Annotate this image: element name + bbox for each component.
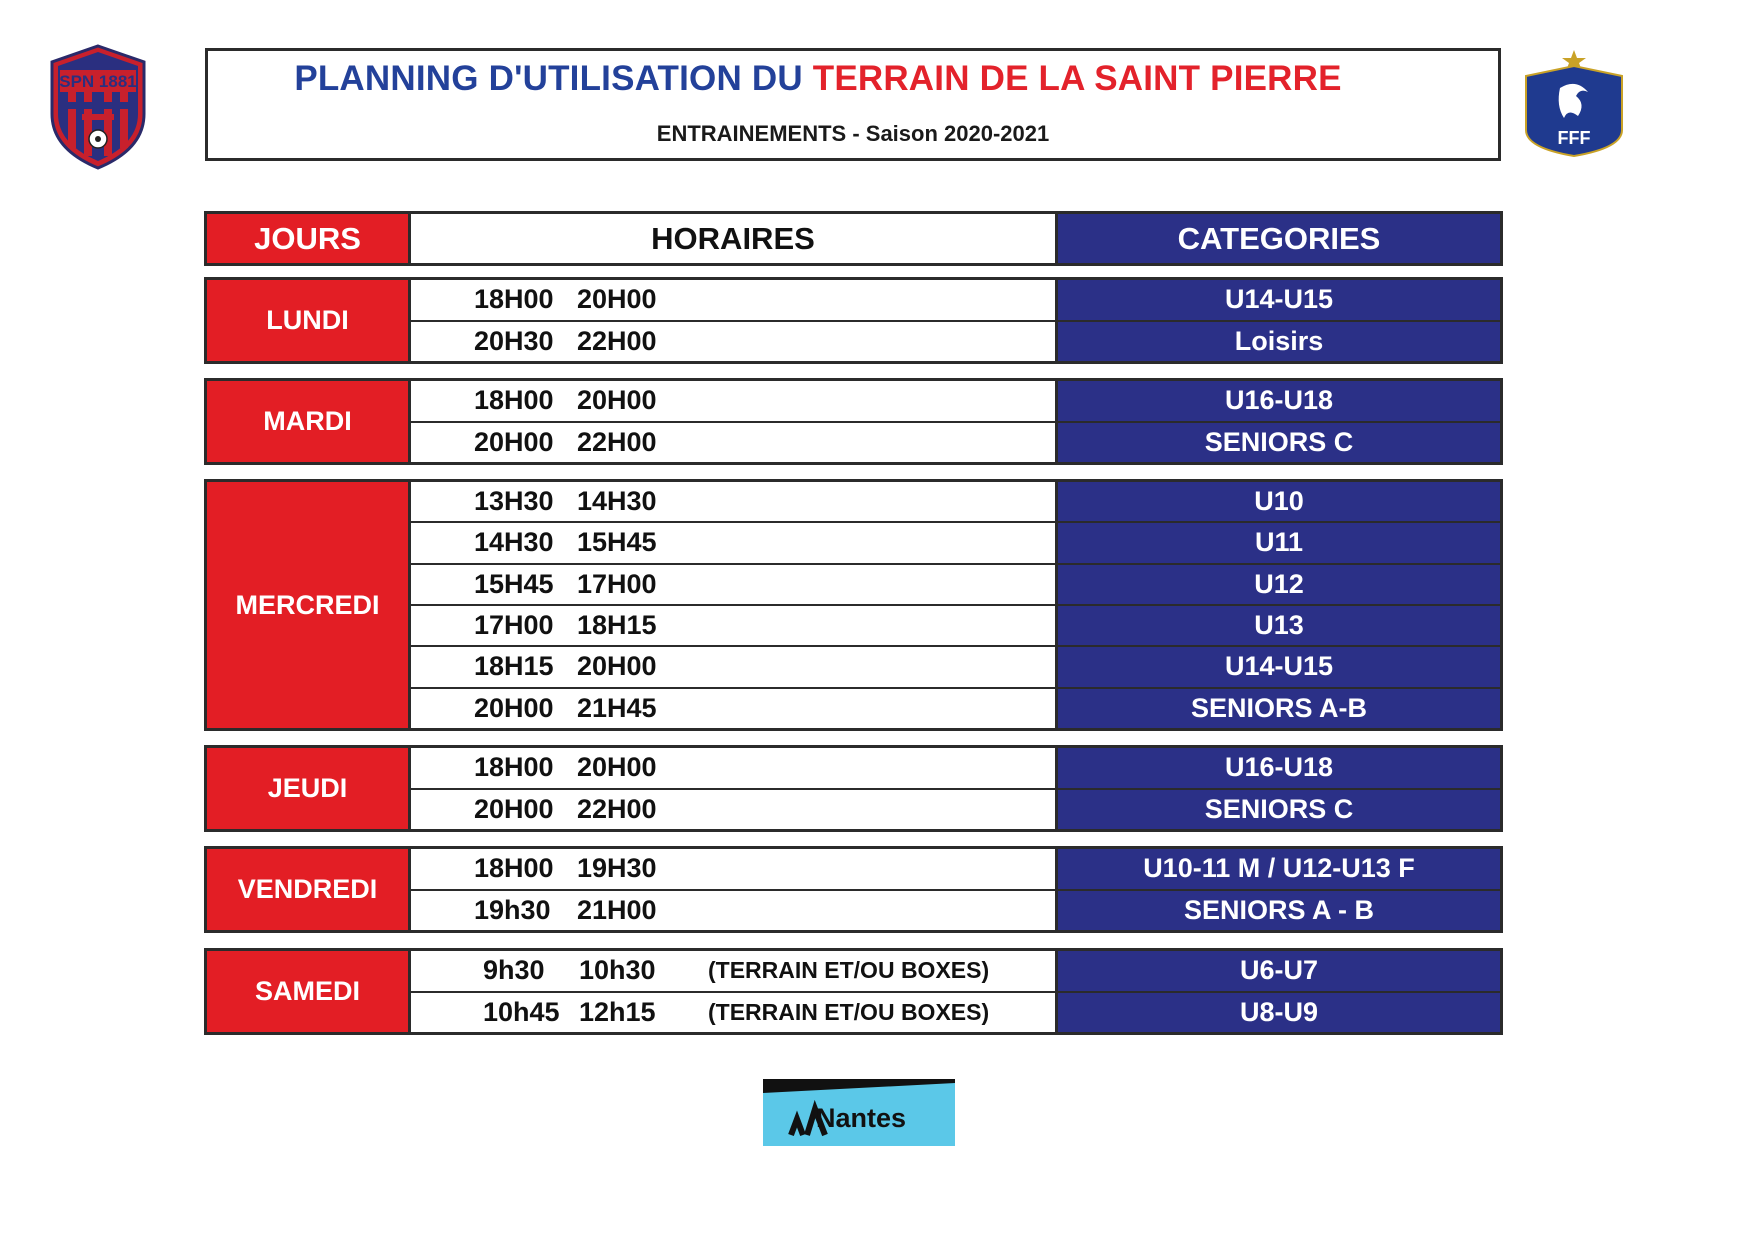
end-time: 20H00 [577, 752, 657, 783]
category: SENIORS C [1058, 423, 1500, 463]
start-time: 17H00 [474, 610, 554, 641]
schedule-row [411, 482, 1500, 523]
start-time: 10h45 [483, 996, 560, 1027]
end-time: 17H00 [577, 568, 657, 599]
schedule-row [411, 322, 1500, 362]
schedule-row [411, 748, 1500, 790]
ville-de-nantes-logo [763, 1079, 955, 1146]
category: SENIORS A-B [1058, 689, 1500, 728]
schedule-row [411, 790, 1500, 830]
fff-logo [1520, 48, 1628, 158]
start-time: 9h30 [483, 955, 545, 986]
end-time: 20H00 [577, 651, 657, 682]
end-time: 22H00 [577, 325, 657, 356]
schedule-row [411, 689, 1500, 728]
start-time: 20H30 [474, 325, 554, 356]
day-name: MARDI [207, 381, 411, 462]
svg-text:FFF: FFF [1557, 128, 1591, 148]
category: SENIORS A - B [1058, 891, 1500, 931]
club-logo [48, 44, 148, 170]
header-jours: JOURS [207, 214, 411, 263]
category: U14-U15 [1058, 280, 1500, 320]
title-part-red: TERRAIN DE LA SAINT PIERRE [812, 59, 1342, 98]
title-part-blue: PLANNING D'UTILISATION DU [294, 59, 803, 98]
category: U10 [1058, 482, 1500, 521]
end-time: 12h15 [579, 996, 656, 1027]
category: Loisirs [1058, 322, 1500, 362]
schedule-row [411, 606, 1500, 647]
end-time: 19H30 [577, 853, 657, 884]
header-horaires: HORAIRES [411, 214, 1058, 263]
page-subtitle: ENTRAINEMENTS - Saison 2020-2021 [656, 121, 1050, 146]
schedule-row [411, 647, 1500, 688]
category: U10-11 M / U12-U13 F [1058, 849, 1500, 889]
end-time: 21H00 [577, 894, 657, 925]
start-time: 20H00 [474, 793, 554, 824]
day-name: MERCREDI [207, 482, 411, 728]
start-time: 20H00 [474, 692, 554, 723]
schedule-row [411, 280, 1500, 322]
category: U6-U7 [1058, 951, 1500, 991]
day-block-mercredi [204, 479, 1503, 731]
start-time: 18H15 [474, 651, 554, 682]
day-block-vendredi [204, 846, 1503, 933]
start-time: 18H00 [474, 853, 554, 884]
category: U11 [1058, 523, 1500, 562]
day-name: VENDREDI [207, 849, 411, 930]
schedule-row [411, 993, 1500, 1033]
start-time: 15H45 [474, 568, 554, 599]
day-name: LUNDI [207, 280, 411, 361]
category: SENIORS C [1058, 790, 1500, 830]
start-time: 20H00 [474, 426, 554, 457]
end-time: 15H45 [577, 527, 657, 558]
schedule-row [411, 849, 1500, 891]
title-box [205, 48, 1501, 161]
start-time: 13H30 [474, 486, 554, 517]
end-time: 14H30 [577, 486, 657, 517]
category: U13 [1058, 606, 1500, 645]
end-time: 21H45 [577, 692, 657, 723]
schedule-row [411, 565, 1500, 606]
end-time: 20H00 [577, 284, 657, 315]
start-time: 14H30 [474, 527, 554, 558]
start-time: 18H00 [474, 385, 554, 416]
category: U14-U15 [1058, 647, 1500, 686]
schedule-header [204, 211, 1503, 266]
end-time: 20H00 [577, 385, 657, 416]
end-time: 22H00 [577, 426, 657, 457]
day-name: SAMEDI [207, 951, 411, 1032]
day-block-lundi [204, 277, 1503, 364]
start-time: 18H00 [474, 752, 554, 783]
end-time: 18H15 [577, 610, 657, 641]
end-time: 22H00 [577, 793, 657, 824]
location-note: (TERRAIN ET/OU BOXES) [708, 957, 990, 984]
schedule-row [411, 523, 1500, 564]
category: U8-U9 [1058, 993, 1500, 1033]
schedule-row [411, 951, 1500, 993]
end-time: 10h30 [579, 955, 656, 986]
day-block-samedi [204, 948, 1503, 1035]
schedule-row [411, 381, 1500, 423]
day-name: JEUDI [207, 748, 411, 829]
start-time: 19h30 [474, 894, 551, 925]
category: U12 [1058, 565, 1500, 604]
day-block-jeudi [204, 745, 1503, 832]
page-title [208, 59, 1498, 99]
schedule-row [411, 423, 1500, 463]
category: U16-U18 [1058, 381, 1500, 421]
schedule-row [411, 891, 1500, 931]
svg-text:SPN 1881: SPN 1881 [59, 72, 137, 91]
location-note: (TERRAIN ET/OU BOXES) [708, 998, 990, 1025]
start-time: 18H00 [474, 284, 554, 315]
svg-text:Nantes: Nantes [815, 1103, 907, 1133]
header-categories: CATEGORIES [1058, 214, 1500, 263]
day-block-mardi [204, 378, 1503, 465]
category: U16-U18 [1058, 748, 1500, 788]
